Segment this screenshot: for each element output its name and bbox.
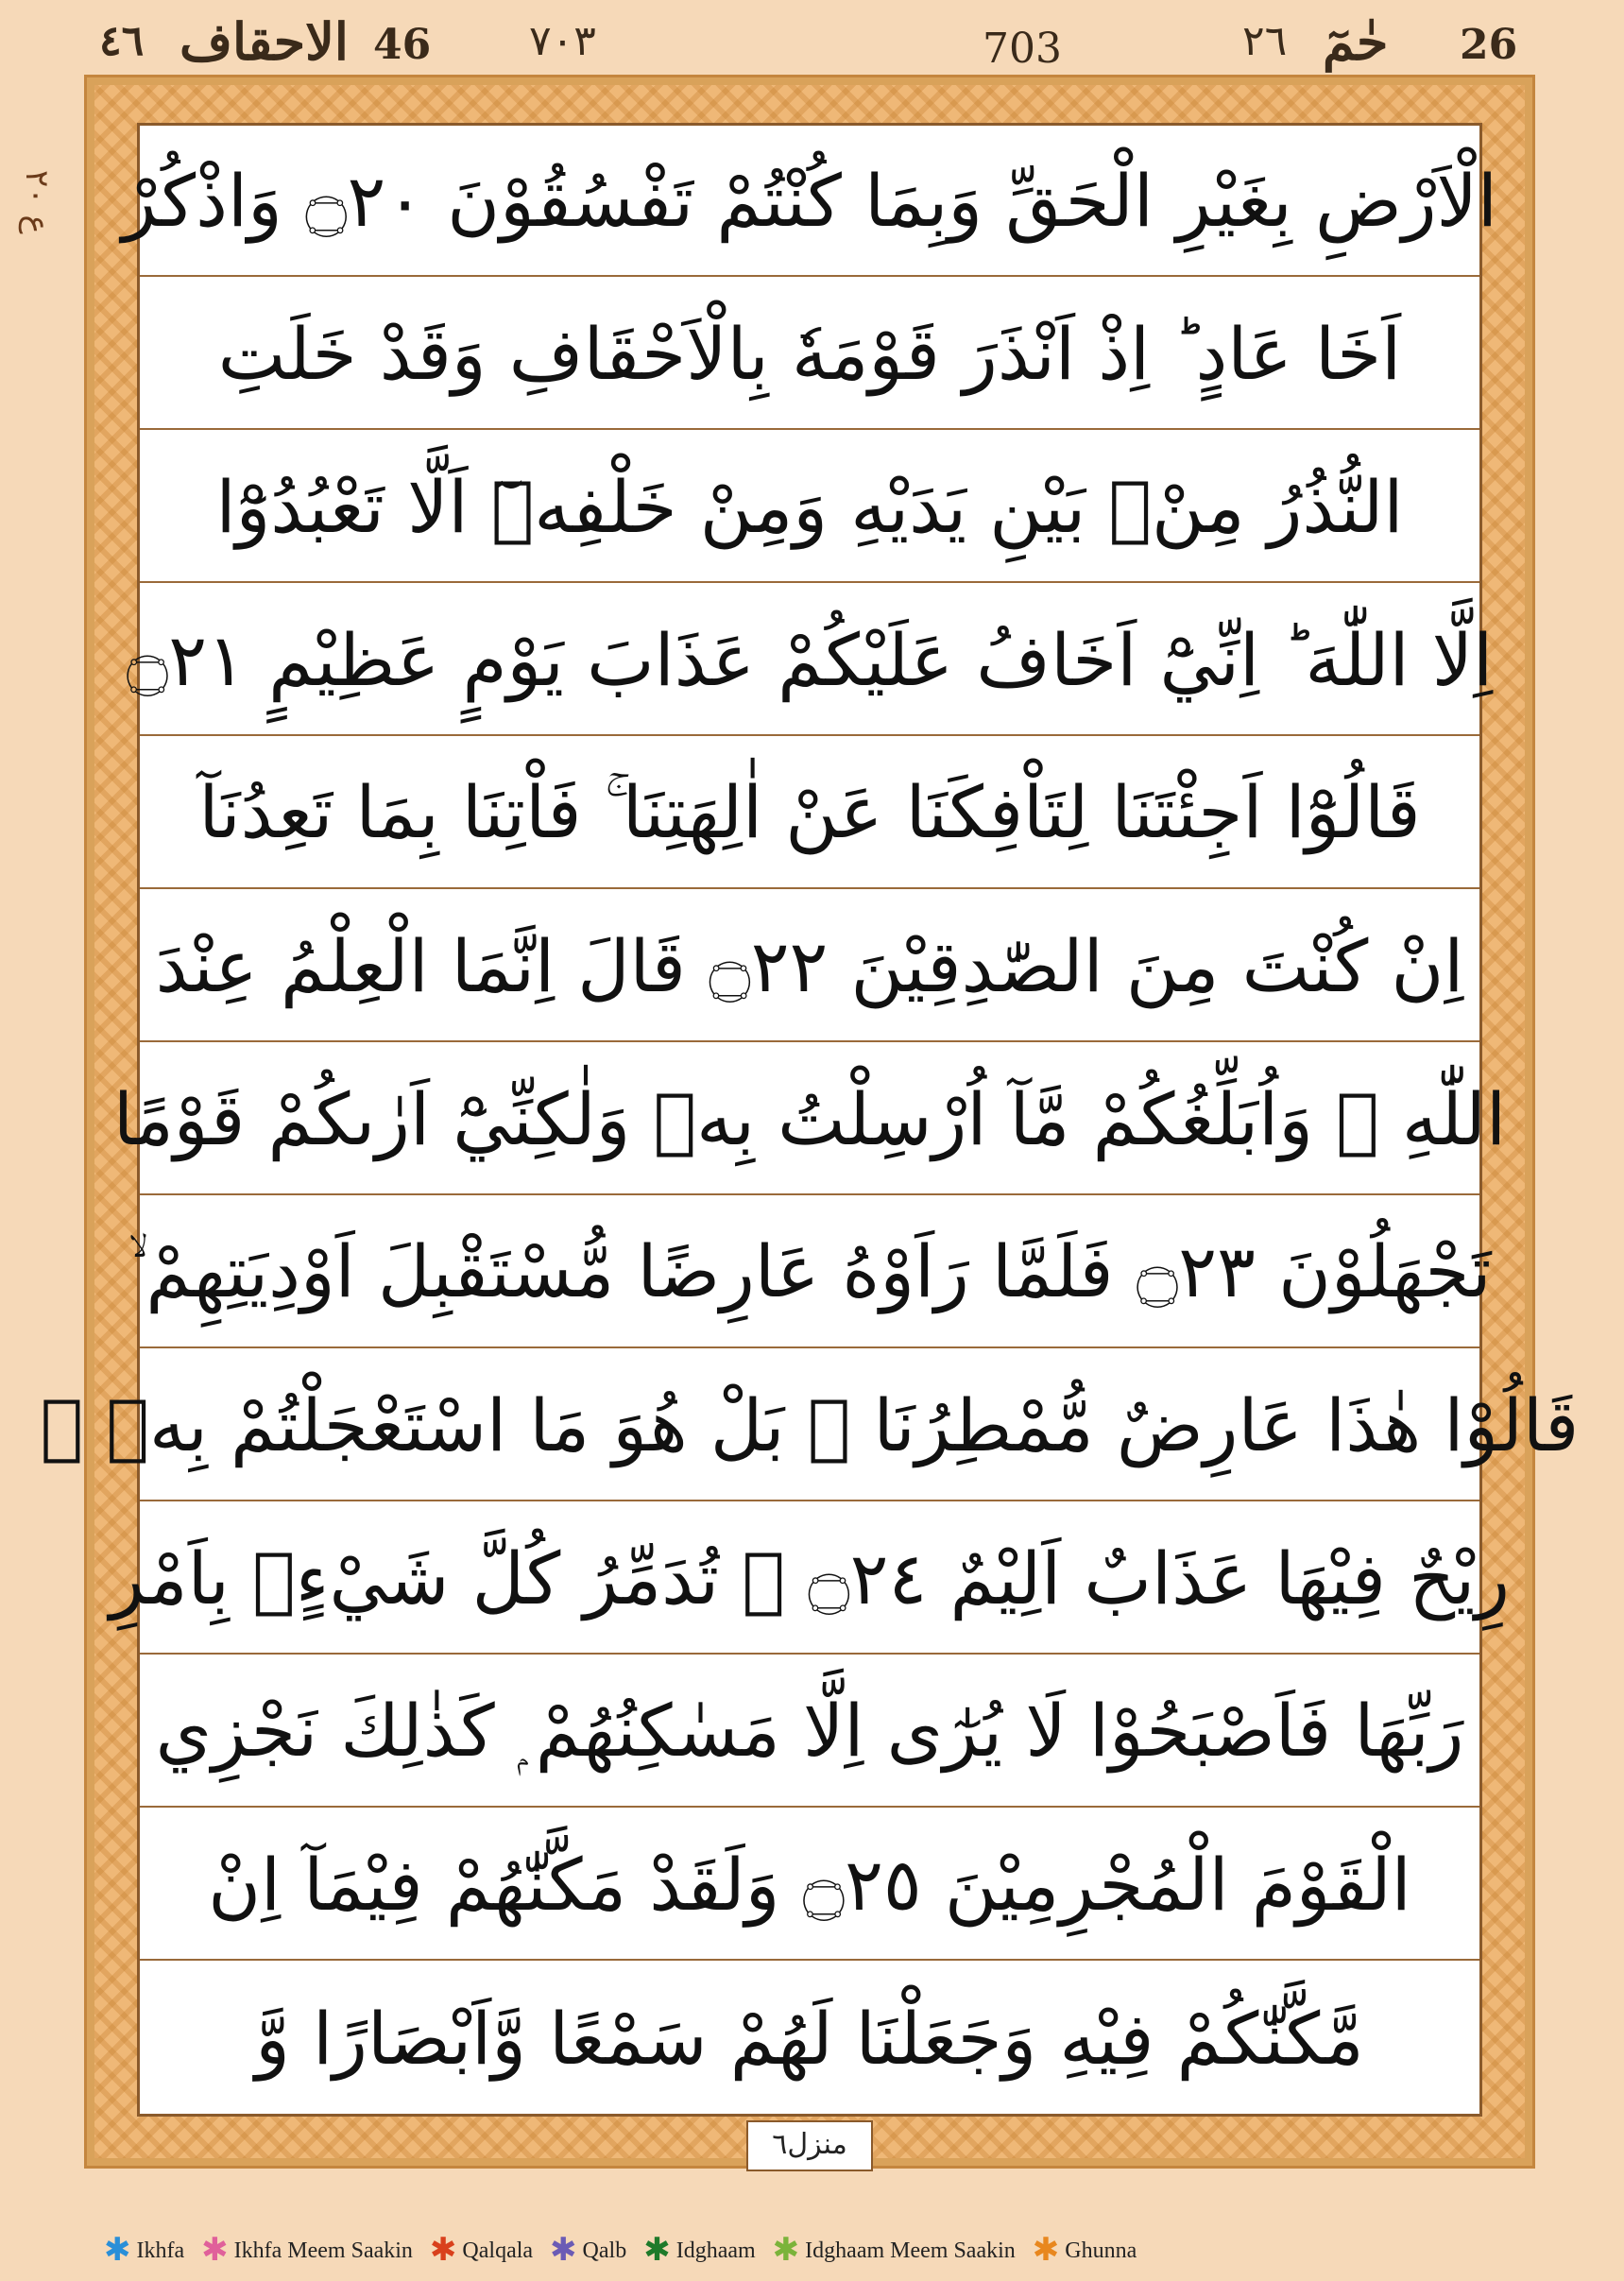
text-line-2: اَخَا عَادٍ ؕ اِذْ اَنْذَرَ قَوْمَهٗ بِالْاَحْقَافِ وَقَدْ خَلَتِ [140,279,1479,430]
surah-number-arabic: ٤٦ [99,17,145,65]
quran-text-block [40,123,1580,2117]
text-line-13: مَّكَّنّٰكُمْ فِيْهِ وَجَعَلْنَا لَهُمْ سَمْعًا وَّاَبْصَارًا وَّ [255,1996,1364,2081]
legend-item-qalqala [430,2235,533,2267]
text-line-11: رَبِّهَا فَاَصْبَحُوْا لَا يُرٰٓى اِلَّا مَسٰكِنُهُمْ ۭ كَذٰلِكَ نَجْزِي [140,1656,1479,1808]
text-line-9: قَالُوْا هٰذَا عَارِضٌ مُّمْطِرُنَا ۭ بَلْ هُوَ مَا اسْتَعْجَلْتُمْ بِهٖ ۭ [140,1350,1479,1501]
star-icon: ✱ [643,2233,671,2268]
page-number-arabic: ٧٠٣ [529,17,596,65]
text-line-12: الْقَوْمَ الْمُجْرِمِيْنَ ۝٢٥ وَلَقَدْ مَكَّنّٰهُمْ فِيْمَآ اِنْ [140,1809,1479,1961]
text-line-3: النُّذُرُ مِنْۢ بَيْنِ يَدَيْهِ وَمِنْ خَلْفِهٖٓ اَلَّا تَعْبُدُوْٓا [140,432,1479,583]
text-line-10: رِيْحٌ فِيْهَا عَذَابٌ اَلِيْمٌ ۝٢٤ ۙ تُدَمِّرُ كُلَّ شَيْءٍۢ بِاَمْرِ [140,1503,1479,1655]
legend-item-ikhfa-meem-saakin [201,2235,413,2267]
juz-name: حٰمٓ [1323,11,1389,72]
text-line-1: الْاَرْضِ بِغَيْرِ الْحَقِّ وَبِمَا كُنْتُمْ تَفْسُقُوْنَ ۝٢٠ وَاذْكُرْ [140,126,1479,277]
legend-label: Ikhfa Meem Saakin [233,2238,413,2263]
star-icon: ✱ [550,2233,577,2268]
star-icon: ✱ [201,2233,229,2268]
text-line-5: قَالُوْٓا اَجِئْتَنَا لِتَاْفِكَنَا عَنْ اٰلِهَتِنَا ۚ فَاْتِنَا بِمَا تَعِدُنَآ [140,738,1479,889]
surah-name: الاحقاف [179,11,349,72]
legend-label: Qalb [582,2238,627,2263]
star-icon: ✱ [429,2233,457,2268]
legend-label: Idghaam Meem Saakin [805,2238,1016,2263]
star-icon: ✱ [772,2233,800,2268]
text-line-8: تَجْهَلُوْنَ ۝٢٣ فَلَمَّا رَاَوْهُ عَارِضًا مُّسْتَقْبِلَ اَوْدِيَتِهِمْ ۙ [140,1197,1479,1348]
text-line-4: اِلَّا اللّٰهَ ؕ اِنِّيْٓ اَخَافُ عَلَيْكُمْ عَذَابَ يَوْمٍ عَظِيْمٍ ۝٢١ [140,585,1479,736]
legend-item-idghaam [643,2235,755,2267]
legend-item-ghunna [1033,2235,1137,2267]
legend-label: Idghaam [675,2238,756,2263]
legend-item-idghaam-meem-saakin [773,2235,1016,2267]
ruku-margin-mark: ع ٢٠ [18,170,56,234]
star-icon: ✱ [104,2233,131,2268]
juz-number-arabic: ٢٦ [1242,17,1288,65]
legend-label: Qalqala [462,2238,534,2263]
page-header [0,11,1624,83]
page-number: 703 [983,25,1062,73]
legend-label: Ghunna [1065,2238,1137,2263]
surah-number: 46 [373,21,432,69]
star-icon: ✱ [1032,2233,1060,2268]
tajweed-legend [104,2232,1137,2270]
juz-number: 26 [1460,21,1518,69]
legend-item-qalb [550,2235,626,2267]
legend-label: Ikhfa [136,2238,185,2263]
legend-item-ikhfa [104,2235,184,2267]
text-line-7: اللّٰهِ ۖ وَاُبَلِّغُكُمْ مَّآ اُرْسِلْتُ بِهٖ وَلٰكِنِّيْٓ اَرٰىكُمْ قَوْمًا [140,1044,1479,1195]
manzil-label: منزل٦ [746,2120,873,2171]
text-line-6: اِنْ كُنْتَ مِنَ الصّٰدِقِيْنَ ۝٢٢ قَالَ اِنَّمَا الْعِلْمُ عِنْدَ [140,891,1479,1042]
